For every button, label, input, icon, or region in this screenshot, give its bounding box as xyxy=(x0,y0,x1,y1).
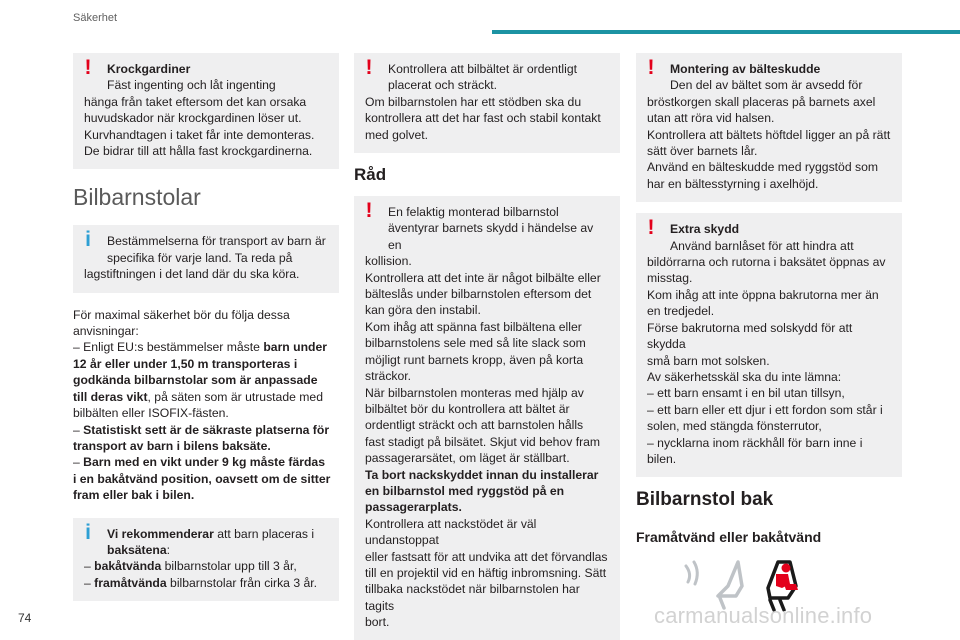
warning-icon: ! xyxy=(84,56,92,79)
warning-box-extra-skydd xyxy=(636,213,902,477)
info-icon: i xyxy=(85,520,91,544)
box-line: – ett barn eller ett djur i ett fordon som står i xyxy=(647,402,883,417)
box-line: Kontrollera att bilbältet är ordentligt xyxy=(388,62,578,76)
box-line: Den del av bältet som är avsedd för xyxy=(670,78,863,93)
box-line xyxy=(84,575,329,591)
box-line: eller fastsatt för att undvika att det förvandlas xyxy=(365,549,608,564)
bold-line: passagerarplats. xyxy=(365,500,462,515)
box-line: passagerarsätet, om läget är ställbart. xyxy=(365,451,570,466)
text-line xyxy=(73,422,339,438)
bold-run: Vi rekommenderar xyxy=(107,526,214,541)
text-run: – xyxy=(73,422,84,437)
box-line: bildörrarna och rutorna i baksätet öppnas av xyxy=(647,255,886,270)
header-accent-bar xyxy=(492,30,960,34)
bold-line: 12 år eller under 1,50 m transporteras i xyxy=(73,356,298,371)
text-run: – Enligt EU:s bestämmelser måste xyxy=(73,340,264,355)
box-line: huvudskador när krockgardinen löser ut. xyxy=(84,111,302,126)
box-line: kan göra den instabil. xyxy=(365,303,481,318)
text-run: bilbarnstolar upp till 3 år, xyxy=(161,559,297,574)
info-box-rekommendation xyxy=(73,518,339,602)
box-line: Kontrollera att nackstödet är väl undanstoppat xyxy=(365,516,537,548)
box-line: har en bältesstyrning i axelhöjd. xyxy=(647,176,819,191)
box-line: en tredjedel. xyxy=(647,304,715,319)
bold-line: transport av barn i bilens baksäte. xyxy=(73,438,271,453)
box-line: De bidrar till att hålla fast krockgardinerna. xyxy=(84,144,313,159)
box-line: små barn mot solsken. xyxy=(647,353,770,368)
section-heading-rad: Råd xyxy=(354,165,387,185)
text-run: : xyxy=(166,542,171,557)
box-line: med golvet. xyxy=(365,127,429,142)
info-icon: i xyxy=(85,228,91,252)
header-section-title: Säkerhet xyxy=(73,12,118,24)
box-line: hänga från taket eftersom det kan orsaka xyxy=(84,94,307,109)
bold-run: framåtvända xyxy=(94,575,167,590)
box-line: Kontrollera att bältets höftdel ligger an på rätt xyxy=(647,127,891,142)
box-line: Av säkerhetsskäl ska du inte lämna: xyxy=(647,369,842,384)
box-line: till en projektil vid en häftig inbromsning. Sätt xyxy=(365,565,607,580)
text-run: , på säten som är utrustade med xyxy=(147,389,323,404)
box-line: möjligt runt barnets kropp, även på korta xyxy=(365,352,584,367)
box-line: En felaktig monterad bilbarnstol xyxy=(388,205,559,220)
box-line: Förse bakrutorna med solskydd för att skydda xyxy=(647,320,853,352)
safety-instructions xyxy=(73,307,339,504)
box-line: fast stadigt på bilsätet. Skjut vid behov fram xyxy=(365,434,601,449)
box-line: kollision. xyxy=(365,254,412,269)
box-line: solen, med stängda fönsterrutor, xyxy=(647,419,822,434)
warning-box-bilbalte xyxy=(354,53,620,153)
box-line: Använd barnlåset för att hindra att xyxy=(670,238,854,253)
box-line: bälteslås under bilbarnstolen eftersom det xyxy=(365,287,592,302)
bold-line: Ta bort nackskyddet innan du installerar xyxy=(365,467,599,482)
page-number: 74 xyxy=(18,611,32,625)
box-line: bort. xyxy=(365,615,390,630)
text-run: – xyxy=(84,575,95,590)
text-run: att barn placeras i xyxy=(213,526,315,541)
box-line: misstag. xyxy=(647,271,693,286)
warning-icon: ! xyxy=(365,56,373,79)
box-line: sträckor. xyxy=(365,369,412,384)
box-line: tillbaka nackstödet när bilbarnstolen har tagits xyxy=(365,582,580,613)
bold-run: barn under xyxy=(263,340,327,355)
text-line: anvisningar: xyxy=(73,324,139,339)
box-line: Använd en bälteskudde med ryggstöd som xyxy=(647,160,879,175)
bold-line: i en bakåtvänd position, oavsett om de sitter xyxy=(73,471,331,486)
text-line: För maximal säkerhet bör du följa dessa xyxy=(73,307,290,322)
text-run: bilbarnstolar från cirka 3 år. xyxy=(166,575,318,590)
box-heading: Extra skydd xyxy=(670,222,740,237)
box-line: utan att röra vid halsen. xyxy=(647,111,775,126)
box-line: placerat och sträckt. xyxy=(388,78,498,93)
info-box-bestammelser xyxy=(73,225,339,292)
box-line xyxy=(84,542,329,558)
box-line: Kontrollera att det inte är något bilbälte eller xyxy=(365,270,601,285)
warning-box-rad xyxy=(354,196,620,640)
box-line: När bilbarnstolen monteras med hjälp av xyxy=(365,385,584,400)
bold-line: godkända bilbarnstolar som är anpassade xyxy=(73,373,318,388)
box-line: Fäst ingenting och låt ingenting xyxy=(107,78,276,93)
box-line: bilbältet bör du kontrollera att bältet är xyxy=(365,401,570,416)
section-heading-bilbarnstol-bak: Bilbarnstol bak xyxy=(636,489,774,511)
box-line: bröstkorgen skall placeras på barnets axel xyxy=(647,94,876,109)
text-run: – xyxy=(84,559,95,574)
box-line: kontrollera att det har fast och stabil kontakt xyxy=(365,111,601,126)
bold-run: baksätena xyxy=(107,542,167,557)
box-line: – ett barn ensamt i en bil utan tillsyn, xyxy=(647,386,845,401)
subheading-orientation: Framåtvänd eller bakåtvänd xyxy=(636,529,822,546)
box-line: Kom ihåg att spänna fast bilbältena eller xyxy=(365,319,582,334)
text-run: – xyxy=(73,455,84,470)
bold-line: fram eller bak i bilen. xyxy=(73,488,195,503)
bold-line: en bilbarnstol med ryggstöd på en xyxy=(365,483,565,498)
box-heading: Krockgardiner xyxy=(107,62,191,76)
box-line xyxy=(84,558,329,574)
bold-run: Statistiskt sett är de säkraste platserna för xyxy=(83,422,330,437)
box-line xyxy=(84,526,329,542)
bold-run: Barn med en vikt under 9 kg måste färdas xyxy=(83,455,325,470)
box-line: Om bilbarnstolen har ett stödben ska du xyxy=(365,94,582,109)
box-line: sätt över barnets lår. xyxy=(647,144,758,159)
box-line: specifika för varje land. Ta reda på xyxy=(107,250,293,265)
box-line: äventyrar barnets skydd i händelse av en xyxy=(388,221,594,252)
text-line xyxy=(73,339,339,355)
box-line: Bestämmelserna för transport av barn är xyxy=(107,234,326,249)
warning-icon: ! xyxy=(647,56,655,79)
warning-icon: ! xyxy=(647,216,655,240)
box-line: Kom ihåg att inte öppna bakrutorna mer än xyxy=(647,287,879,302)
text-line xyxy=(73,454,339,470)
box-line: lagstiftningen i det land där du ska köra. xyxy=(84,267,300,282)
bold-run: till deras vikt xyxy=(73,389,148,404)
box-line: bilbarnstolens sele med så lite slack som xyxy=(365,336,586,351)
middle-column xyxy=(354,53,620,640)
watermark: carmanualsonline.info xyxy=(654,603,873,628)
section-title: Bilbarnstolar xyxy=(73,184,201,211)
warning-box-balteskudde xyxy=(636,53,902,202)
warning-icon: ! xyxy=(365,199,373,223)
box-line: – nycklarna inom räckhåll för barn inne i xyxy=(647,435,863,450)
text-line: bilbälten eller ISOFIX-fästen. xyxy=(73,406,229,421)
box-line: bilen. xyxy=(647,451,677,466)
box-line: ordentligt sträckt och att barnstolen hålls xyxy=(365,418,584,433)
box-heading: Montering av bälteskudde xyxy=(670,62,821,76)
box-line: Kurvhandtagen i taket får inte demonteras. xyxy=(84,127,315,142)
left-column xyxy=(73,53,339,612)
warning-box-krockgardiner xyxy=(73,53,339,169)
text-line xyxy=(73,389,339,405)
bold-run: bakåtvända xyxy=(94,559,162,574)
right-column xyxy=(636,53,902,617)
